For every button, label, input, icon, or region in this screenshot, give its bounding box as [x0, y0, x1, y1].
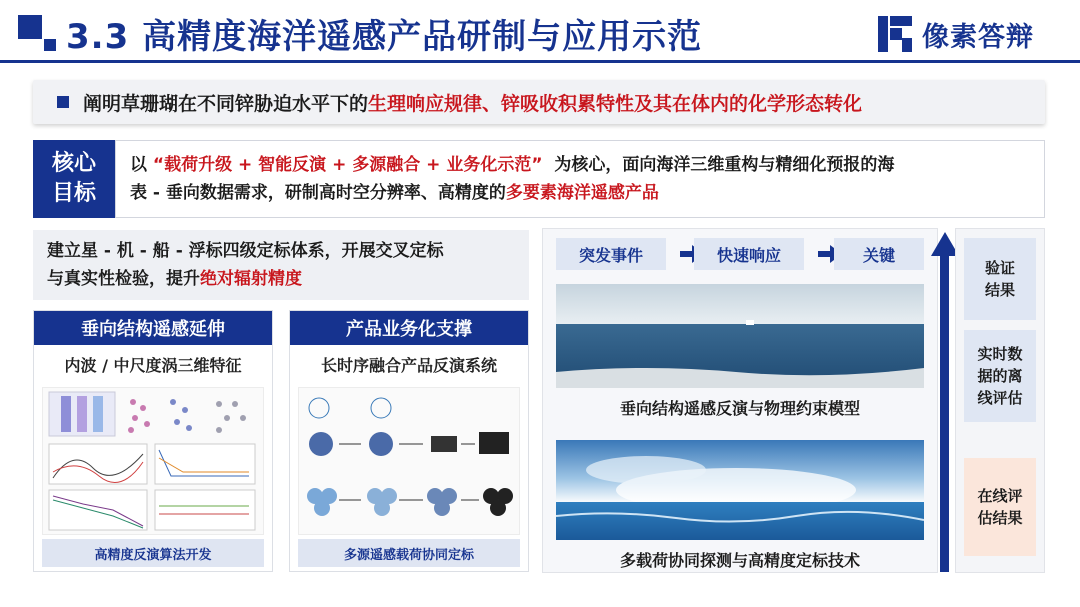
core-line-2 — [130, 179, 1030, 207]
core-label-line2: 目标 — [51, 181, 96, 206]
banner-text — [83, 89, 862, 116]
calibration-box — [33, 230, 529, 300]
square-bullet-icon — [57, 96, 69, 108]
brand-logo-text: 像素答辩 — [922, 21, 1034, 53]
brand-logo — [878, 14, 1034, 54]
core-line1-post: 为核心，面向海洋三维重构与精细化预报的海 — [554, 155, 895, 175]
core-line-1 — [130, 151, 1030, 179]
header-divider — [0, 60, 1080, 63]
core-goal-text — [115, 140, 1045, 218]
flow-step-2: 快速响应 — [694, 238, 804, 270]
core-line1-quote: “载荷升级 + 智能反演 + 多源融合 + 业务化示范” — [152, 155, 543, 175]
research-figure-image — [42, 387, 264, 535]
summary-banner — [33, 80, 1045, 124]
panel-footer: 高精度反演算法开发 — [42, 539, 264, 567]
banner-highlight: 生理响应规律、锌吸收积累特性及其在体内的化学形态转化 — [368, 92, 863, 115]
panel-vertical-structure — [33, 310, 273, 572]
panel-title: 垂向结构遥感延伸 — [34, 311, 272, 345]
panel-subtitle: 内波 / 中尺度涡三维特征 — [64, 356, 242, 375]
core-goal-label — [33, 140, 115, 218]
panel-product-operations — [289, 310, 529, 572]
flow-step-1: 突发事件 — [556, 238, 666, 270]
core-line1-pre: 以 — [130, 155, 147, 175]
panel-footer: 多源遥感载荷协同定标 — [298, 539, 520, 567]
banner-prefix: 阐明草珊瑚在不同锌胁迫水平下的 — [83, 92, 369, 115]
calibration-line-1: 建立星 - 机 - 船 - 浮标四级定标体系，开展交叉定标 — [47, 241, 444, 261]
panel-subtitle: 长时序融合产品反演系统 — [320, 356, 497, 375]
brand-logo-icon — [878, 16, 914, 52]
photo-caption-2: 多载荷协同探测与高精度定标技术 — [619, 551, 860, 570]
flow-step-3: 关键 — [834, 238, 924, 270]
photo-caption-1: 垂向结构遥感反演与物理约束模型 — [619, 399, 860, 418]
calibration-line-2 — [47, 265, 515, 293]
panel-title: 产品业务化支撑 — [290, 311, 528, 345]
side-item-offline-evaluation: 实时数 据的离 线评估 — [964, 330, 1036, 422]
title-mark-icon — [18, 15, 56, 53]
side-item-online-evaluation: 在线评 估结果 — [964, 458, 1036, 556]
calibration-line2-highlight: 绝对辐射精度 — [200, 269, 302, 289]
core-line2-highlight: 多要素海洋遥感产品 — [505, 183, 659, 203]
calibration-line2-pre: 与真实性检验，提升 — [47, 269, 200, 289]
core-line2-pre: 表 - 垂向数据需求，研制高时空分辨率、高精度的 — [130, 183, 506, 203]
ocean-photo-1 — [556, 284, 924, 388]
ocean-photo-2 — [556, 440, 924, 540]
page-title: 3.3 高精度海洋遥感产品研制与应用示范 — [66, 17, 703, 57]
side-item-validation-result: 验证 结果 — [964, 238, 1036, 320]
material-schematic-image — [298, 387, 520, 535]
arrow-up-shaft — [940, 254, 949, 572]
core-label-line1: 核心 — [51, 151, 96, 176]
